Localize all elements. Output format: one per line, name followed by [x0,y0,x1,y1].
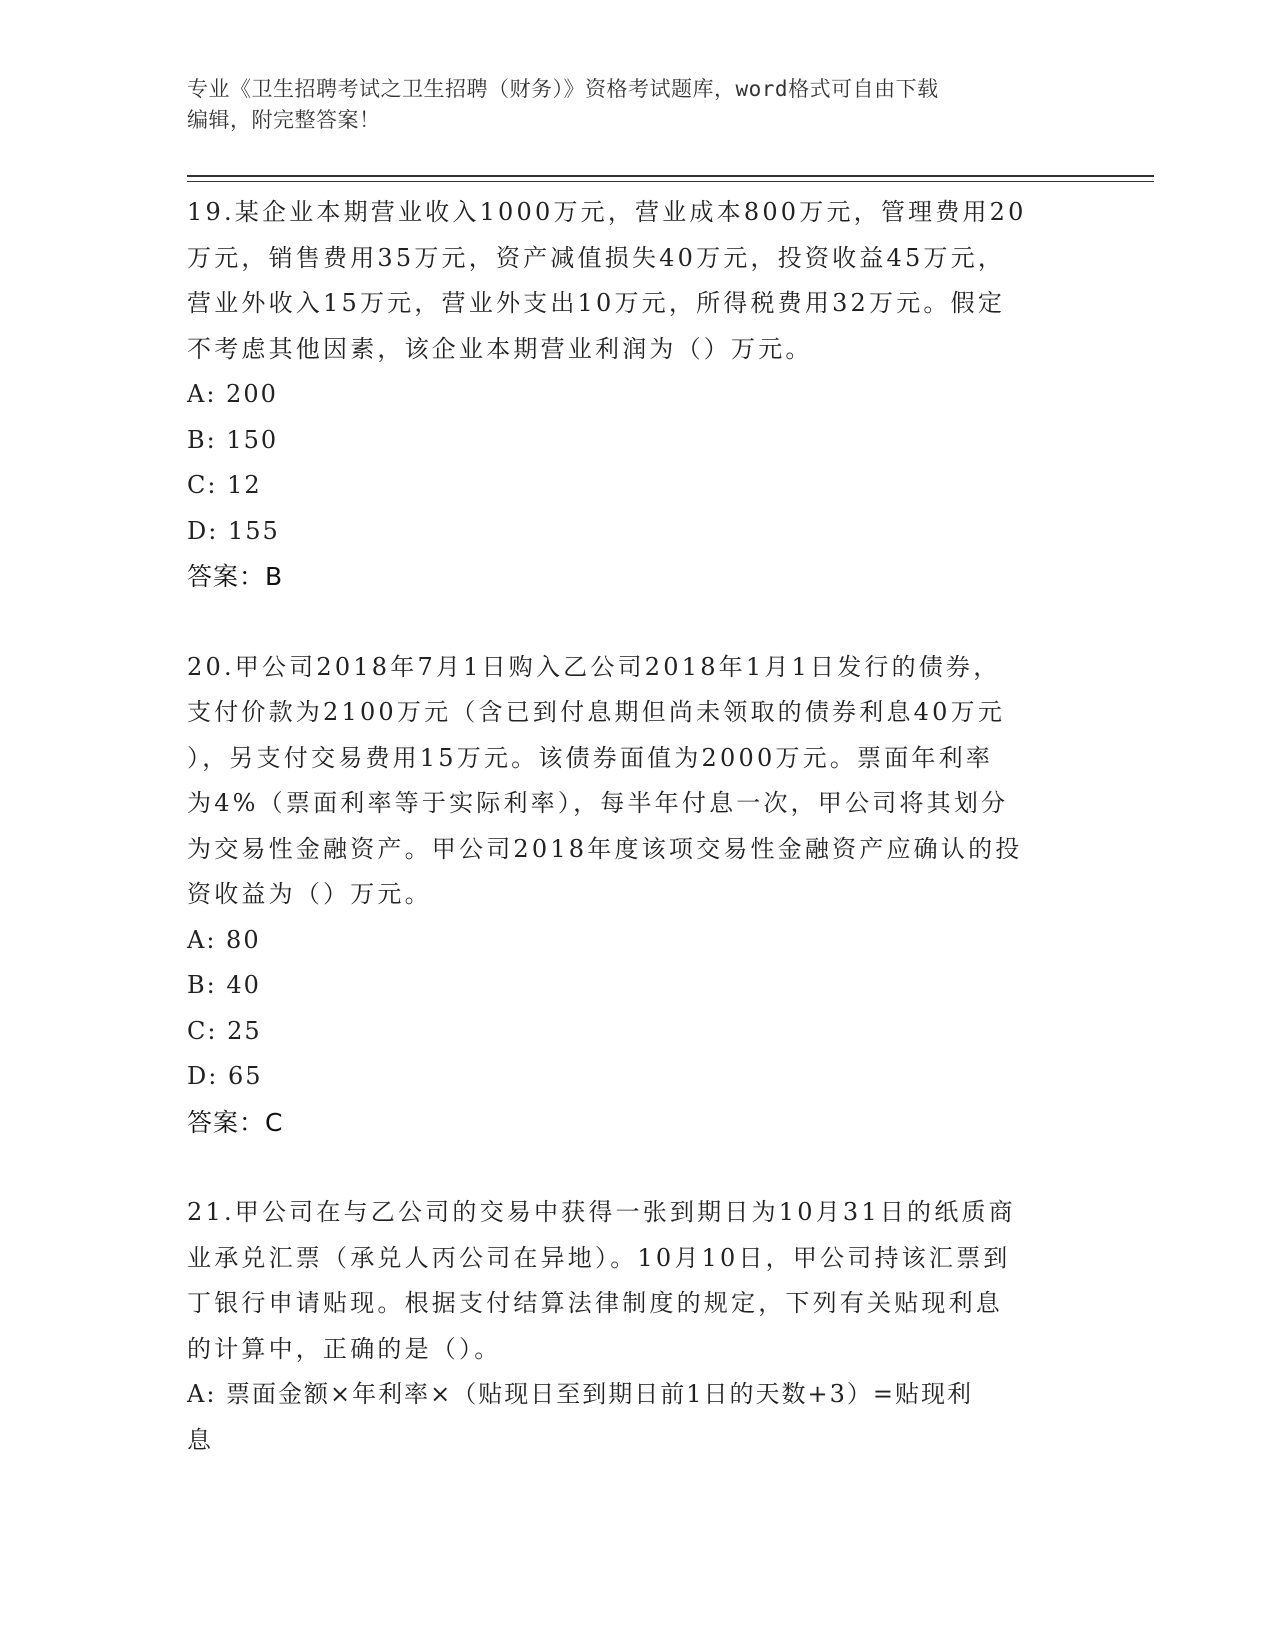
question-text: 的计算中，正确的是（）。 [187,1334,502,1363]
document-header [187,74,1087,136]
header-divider-thick [187,175,1154,177]
answer-label: 答案：C [187,1107,284,1137]
answer-label: 答案：B [187,562,284,591]
question-list [187,190,1087,1463]
header-divider-thin [187,181,1154,182]
question-20 [187,645,1087,1146]
option-d: D: 155 [187,516,280,545]
option-b: B: 40 [187,971,261,999]
question-spacer [187,600,1087,645]
question-text: 万元，销售费用35万元，资产减值损失40万元，投资收益45万元， [187,243,1006,272]
header-line: 编辑，附完整答案！ [187,108,381,132]
question-text: 业承兑汇票（承兑人丙公司在异地）。10月10日，甲公司持该汇票到 [187,1243,1011,1272]
option-a-continued: 息 [187,1425,213,1454]
question-text: 为4%（票面利率等于实际利率），每半年付息一次，甲公司将其划分 [187,789,1009,817]
question-21 [187,1190,1087,1463]
question-19 [187,190,1087,600]
question-text: 营业外收入15万元，营业外支出10万元，所得税费用32万元。假定 [187,289,1006,317]
question-text: ），另支付交易费用15万元。该债券面值为2000万元。票面年利率 [187,743,994,772]
question-text: 支付价款为2100万元（含已到付息期但尚未领取的债券利息40万元 [187,698,1006,726]
option-a: A: 票面金额×年利率×（贴现日至到期日前1日的天数+3）=贴现利 [187,1380,974,1408]
header-line: 专业《卫生招聘考试之卫生招聘（财务）》资格考试题库，word格式可自由下载 [187,77,939,101]
question-text: 为交易性金融资产。甲公司2018年度该项交易性金融资产应确认的投 [187,834,1023,863]
question-spacer [187,1145,1087,1190]
option-c: C: 25 [187,1016,262,1045]
option-a: A: 200 [187,380,278,408]
question-text: 资收益为（）万元。 [187,880,432,908]
question-text: 19.某企业本期营业收入1000万元，营业成本800万元，管理费用20 [187,198,1027,226]
question-text: 20.甲公司2018年7月1日购入乙公司2018年1月1日发行的债券， [187,652,1001,681]
question-text: 21.甲公司在与乙公司的交易中获得一张到期日为10月31日的纸质商 [187,1198,1016,1226]
option-b: B: 150 [187,425,279,454]
option-a: A: 80 [187,925,261,954]
option-d: D: 65 [187,1062,263,1090]
question-text: 不考虑其他因素，该企业本期营业利润为（）万元。 [187,334,813,363]
question-text: 丁银行申请贴现。根据支付结算法律制度的规定，下列有关贴现利息 [187,1289,1003,1317]
option-c: C: 12 [187,471,262,499]
